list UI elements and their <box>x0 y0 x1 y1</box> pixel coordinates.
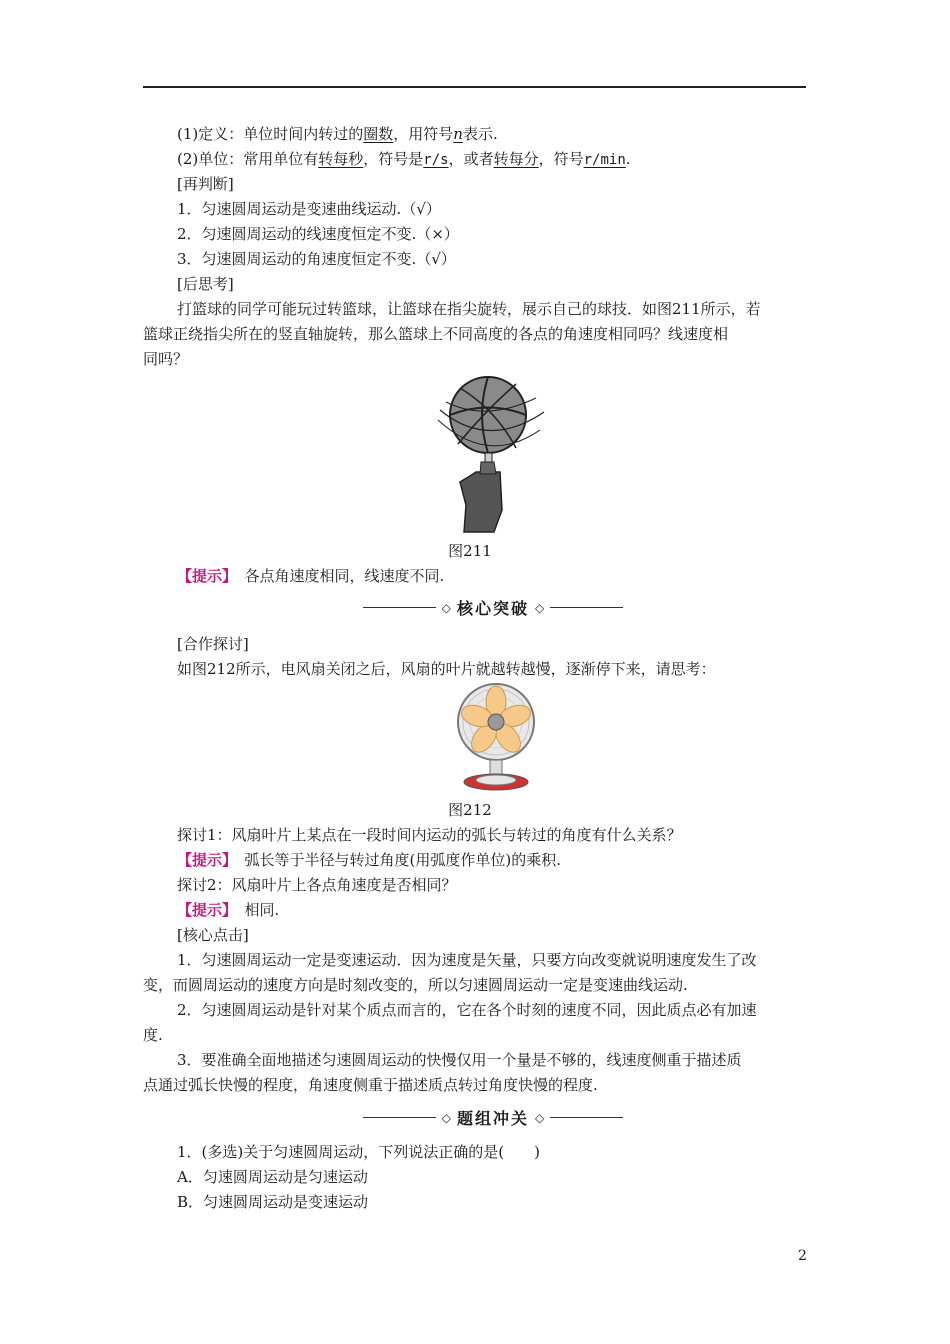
electric-fan-figure <box>448 682 544 794</box>
think-paragraph-line-1: 打篮球的同学可能玩过转篮球，让篮球在指尖旋转，展示自己的球技．如图211所示，若 <box>177 300 761 318</box>
think-paragraph-line-3: 同吗？ <box>143 350 189 368</box>
definition-line: (1)定义：单位时间内转过的圈数，用符号n表示. <box>177 125 498 143</box>
core-point-1-line-1: 1．匀速圆周运动一定是变速运动．因为速度是矢量，只要方向改变就说明速度发生了改 <box>177 951 757 969</box>
coop-heading: [合作探讨] <box>177 635 249 653</box>
option-b: B．匀速圆周运动是变速运动 <box>177 1193 369 1211</box>
page-number: 2 <box>798 1248 807 1264</box>
core-heading: [核心点击] <box>177 926 249 944</box>
judge-item-3: 3．匀速圆周运动的角速度恒定不变.（√） <box>177 250 456 268</box>
tip-label: 【提示】 <box>177 567 230 585</box>
unit-line: (2)单位：常用单位有转每秒，符号是r/s，或者转每分，符号r/min. <box>177 150 631 168</box>
header-rule <box>143 86 806 88</box>
core-point-2-line-2: 度. <box>143 1026 163 1044</box>
tip-label: 【提示】 <box>177 851 230 869</box>
core-point-3-line-1: 3．要准确全面地描述匀速圆周运动的快慢仅用一个量是不够的，线速度侧重于描述质 <box>177 1051 742 1069</box>
fan-intro: 如图212所示，电风扇关闭之后，风扇的叶片就越转越慢，逐渐停下来，请思考： <box>177 660 716 678</box>
discussion-2: 探讨2：风扇叶片上各点角速度是否相同？ <box>177 876 457 894</box>
section-divider-practice: ◇ 题组冲关 ◇ <box>363 1106 623 1129</box>
judge-item-1: 1．匀速圆周运动是变速曲线运动.（√） <box>177 200 441 218</box>
tip-2: 【提示】 弧长等于半径与转过角度(用弧度作单位)的乘积. <box>177 851 562 869</box>
think-heading: [后思考] <box>177 275 234 293</box>
section-divider-core: ◇ 核心突破 ◇ <box>363 596 623 619</box>
core-point-2-line-1: 2．匀速圆周运动是针对某个质点而言的，它在各个时刻的速度不同，因此质点必有加速 <box>177 1001 757 1019</box>
figure-caption-212: 图212 <box>448 801 492 819</box>
think-paragraph-line-2: 篮球正绕指尖所在的竖直轴旋转，那么篮球上不同高度的各点的角速度相同吗？线速度相 <box>143 325 729 343</box>
rejudge-heading: [再判断] <box>177 175 234 193</box>
judge-item-2: 2．匀速圆周运动的线速度恒定不变.（×） <box>177 225 459 243</box>
core-point-3-line-2: 点通过弧长快慢的程度，角速度侧重于描述质点转过角度快慢的程度. <box>143 1076 598 1094</box>
figure-caption-211: 图211 <box>448 542 492 560</box>
basketball-figure <box>436 370 548 535</box>
tip-1: 【提示】 各点角速度相同，线速度不同. <box>177 567 445 585</box>
core-point-1-line-2: 变，而圆周运动的速度方向是时刻改变的，所以匀速圆周运动一定是变速曲线运动. <box>143 976 688 994</box>
question-1: 1．(多选)关于匀速圆周运动，下列说法正确的是( ) <box>177 1143 540 1161</box>
tip-3: 【提示】 相同. <box>177 901 280 919</box>
tip-label: 【提示】 <box>177 901 230 919</box>
discussion-1: 探讨1：风扇叶片上某点在一段时间内运动的弧长与转过的角度有什么关系？ <box>177 826 682 844</box>
option-a: A．匀速圆周运动是匀速运动 <box>177 1168 368 1186</box>
